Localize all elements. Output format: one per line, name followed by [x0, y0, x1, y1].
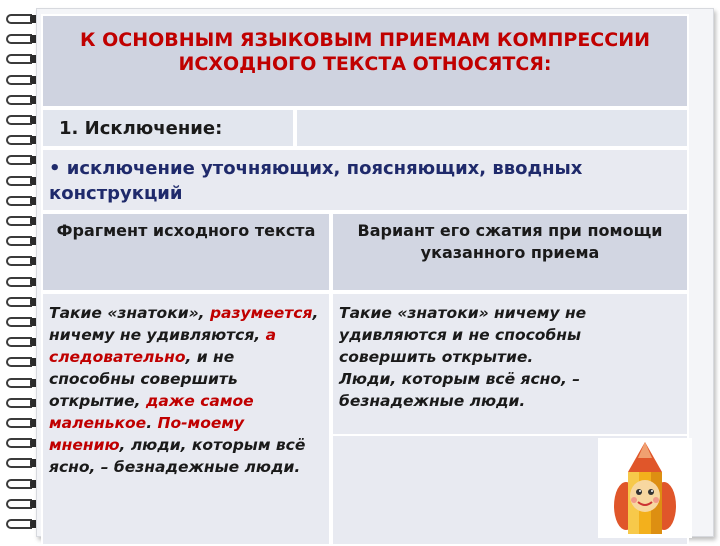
bullet-text: • исключение уточняющих, поясняющих, вводных конструкций: [49, 158, 583, 204]
compressed-line-2: Люди, которым всё ясно, – безнадежные люди.: [339, 370, 581, 410]
binding-ring: [6, 458, 36, 470]
binding-ring: [6, 438, 36, 450]
binding-ring: [6, 155, 36, 167]
header-compressed: Вариант его сжатия при помощи указанного приема: [357, 221, 663, 262]
binding-ring: [6, 115, 36, 127]
binding-ring: [6, 95, 36, 107]
binding-ring: [6, 14, 36, 26]
spiral-binding: [0, 0, 40, 540]
original-part-3: , и не способны совершить открытие,: [49, 348, 238, 410]
highlight-3: даже самое маленькое: [49, 392, 254, 432]
binding-ring: [6, 357, 36, 369]
binding-ring: [6, 75, 36, 87]
header-compressed-cell: [331, 212, 689, 292]
section-heading: 1. Исключение:: [59, 118, 223, 139]
original-part-4: .: [146, 414, 158, 432]
binding-ring: [6, 499, 36, 511]
compressed-text-cell: [331, 292, 689, 436]
binding-ring: [6, 378, 36, 390]
original-part-1: Такие «знатоки»,: [49, 304, 210, 322]
compressed-text: [339, 302, 681, 412]
binding-ring: [6, 256, 36, 268]
binding-ring: [6, 135, 36, 147]
highlight-1: разумеется: [209, 304, 313, 322]
binding-ring: [6, 317, 36, 329]
binding-ring: [6, 297, 36, 309]
header-original-cell: [41, 212, 331, 292]
binding-ring: [6, 216, 36, 228]
binding-ring: [6, 398, 36, 410]
pencil-mascot-image: [598, 438, 692, 538]
title-cell: [41, 14, 689, 108]
original-text: [49, 302, 323, 478]
binding-ring: [6, 54, 36, 66]
section-cell: [41, 108, 295, 148]
binding-ring: [6, 277, 36, 289]
binding-ring: [6, 519, 36, 531]
highlight-2: а следовательно: [49, 326, 277, 366]
binding-ring: [6, 34, 36, 46]
original-part-5: , люди, которым всё ясно, – безнадежные люди.: [49, 436, 306, 476]
binding-ring: [6, 418, 36, 430]
original-part-2: , ничему не удивляются,: [49, 304, 319, 344]
header-original: Фрагмент исходного текста: [56, 221, 316, 240]
compressed-line-1: Такие «знатоки» ничему не удивляются и не способны совершить открытие.: [339, 304, 587, 366]
page-title: К ОСНОВНЫМ ЯЗЫКОВЫМ ПРИЕМАМ КОМПРЕССИИ ИСХОДНОГО ТЕКСТА ОТНОСЯТСЯ:: [80, 29, 650, 75]
original-text-cell: [41, 292, 331, 546]
binding-ring: [6, 337, 36, 349]
binding-ring: [6, 236, 36, 248]
highlight-4: По-моему мнению: [49, 414, 245, 454]
binding-ring: [6, 196, 36, 208]
bullet-cell: [41, 148, 689, 212]
binding-ring: [6, 176, 36, 188]
section-empty-cell: [295, 108, 689, 148]
binding-ring: [6, 479, 36, 491]
